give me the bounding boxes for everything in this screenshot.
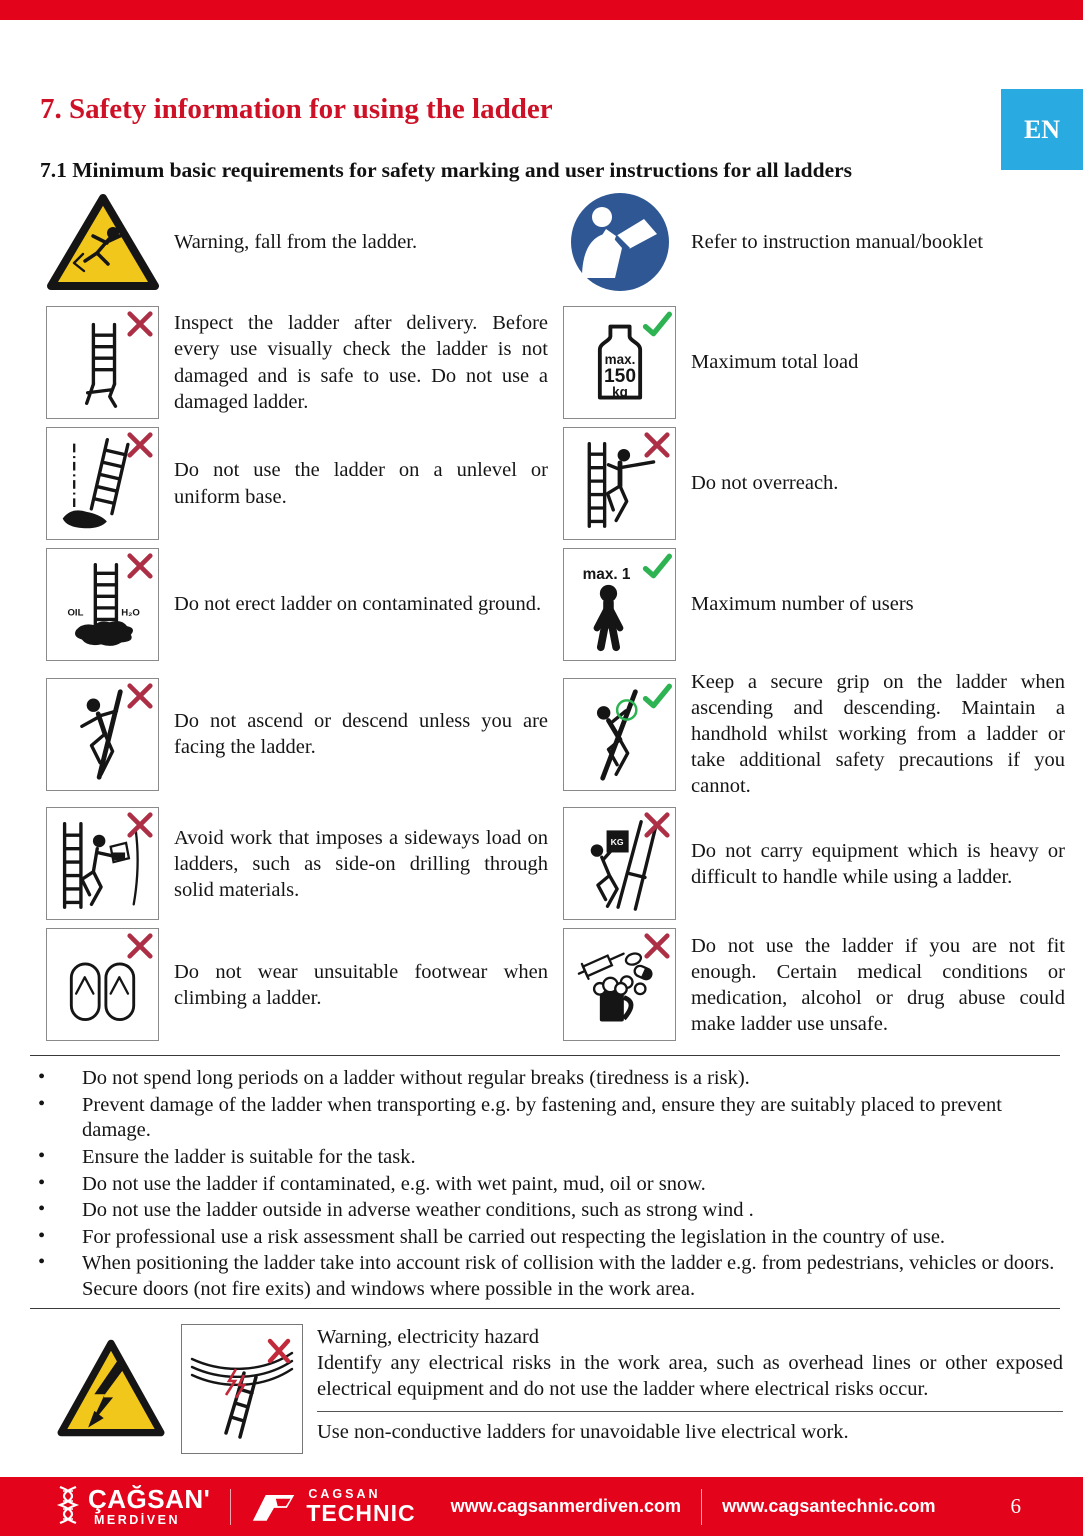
pictogram-text: Do not carry equipment which is heavy or difficult to handle while using a ladder. — [691, 839, 1065, 888]
technic-mark-icon — [251, 1490, 297, 1524]
pictogram-text: Do not use the ladder on a unlevel or uniform base. — [174, 459, 548, 508]
cross-mark-icon — [642, 811, 672, 839]
language-tab[interactable] — [1001, 89, 1083, 170]
pictogram-text: Do not erect ladder on contaminated ground. — [174, 593, 542, 616]
language-tab-label: EN — [1023, 114, 1061, 144]
bullet-marker: • — [38, 1251, 46, 1274]
pictogram-text: Inspect the ladder after delivery. Before every use visually check the ladder is not damaged and is safe to use. Do not use a damaged ladder. — [174, 312, 548, 413]
svg-text:OIL: OIL — [66, 607, 83, 619]
bullet-item: • Do not spend long periods on a ladder without regular breaks (tiredness is a risk). — [38, 1066, 750, 1089]
pictogram-text: Refer to instruction manual/booklet — [691, 230, 984, 253]
pictogram-text: Maximum total load — [691, 351, 859, 374]
unlevel-base-icon — [45, 427, 160, 540]
heavy-equipment-icon — [562, 807, 677, 920]
page-title: 7. Safety information for using the ladder — [40, 93, 553, 126]
bullet-item: • When positioning the ladder take into account risk of collision with the ladder e.g. from pedestrians, vehicles or doors. Secure doors (not fire exits) and windows where possible in the work area. — [38, 1251, 1055, 1300]
overreach-icon — [562, 427, 677, 540]
bullet-marker: • — [38, 1144, 46, 1167]
bullet-item: • Do not use the ladder outside in adverse weather conditions, such as strong wind . — [38, 1198, 754, 1222]
pictogram-text: Warning, fall from the ladder. — [174, 230, 418, 253]
cross-mark-icon — [125, 682, 155, 710]
overhead-lines-hazard-icon — [181, 1324, 303, 1454]
svg-text:max. 1: max. 1 — [582, 565, 630, 583]
section-subtitle: 7.1 Minimum basic requirements for safety marking and user instructions for all ladders — [40, 157, 853, 182]
not-facing-ladder-icon — [45, 669, 160, 799]
svg-text:150: 150 — [603, 365, 636, 387]
svg-text:KG: KG — [610, 836, 624, 847]
secure-grip-icon — [562, 669, 677, 799]
pictogram-text: Keep a secure grip on the ladder when ascending and descending. Maintain a handhold whilst working from a ladder or take additional safety precautions if you cannot. — [691, 671, 1065, 798]
electricity-hazard-text — [317, 1322, 1063, 1454]
bullet-marker: • — [38, 1171, 46, 1194]
sideways-load-icon — [45, 807, 160, 920]
pictogram-text: Do not use the ladder if you are not fit enough. Certain medical conditions or medication, alcohol or drug abuse could make ladder use unsafe. — [691, 934, 1065, 1035]
safety-bullet-list — [30, 1066, 1062, 1304]
bullet-item: • For professional use a risk assessment shall be carried out respecting the legislation in the country of use. — [38, 1224, 946, 1248]
divider — [30, 1055, 1060, 1056]
svg-text:H₂O: H₂O — [120, 607, 140, 619]
electricity-heading: Warning, electricity hazard — [317, 1326, 540, 1348]
pictogram-text: Do not wear unsuitable footwear when climbing a ladder. — [174, 960, 548, 1009]
cross-mark-icon — [642, 431, 672, 459]
warning-fall-icon — [45, 186, 160, 298]
page-number: 6 — [1010, 1494, 1022, 1518]
max-load-icon — [562, 306, 677, 419]
bullet-marker: • — [38, 1198, 46, 1221]
logo-text: MERDİVEN — [94, 1513, 180, 1528]
footer-divider — [230, 1489, 231, 1525]
bullet-marker: • — [38, 1224, 46, 1247]
pictogram-text: Avoid work that imposes a sideways load on ladders, such as side-on drilling through solid materials. — [174, 826, 548, 901]
cagsan-merdiven-logo — [56, 1485, 210, 1529]
bullet-item: • Ensure the ladder is suitable for the task. — [38, 1144, 416, 1168]
unsuitable-footwear-icon — [45, 928, 160, 1041]
contaminated-ground-icon — [45, 548, 160, 661]
logo-text: TECHNIC — [306, 1499, 416, 1526]
instruction-manual-icon — [562, 186, 677, 298]
divider — [317, 1411, 1063, 1412]
cagsan-technic-logo — [251, 1488, 415, 1525]
logo-text: ÇAĞSAN' — [88, 1484, 211, 1515]
cross-mark-icon — [125, 310, 155, 338]
electricity-hazard-section — [55, 1322, 1063, 1454]
svg-text:max.: max. — [604, 351, 635, 367]
pictogram-text: Do not overreach. — [691, 472, 839, 495]
bullet-marker: • — [38, 1066, 46, 1088]
top-red-bar — [0, 0, 1083, 20]
footer-url-merdiven[interactable]: www.cagsanmerdiven.com — [450, 1496, 682, 1516]
cross-mark-icon — [125, 932, 155, 960]
check-mark-icon — [642, 552, 672, 580]
pictogram-text: Maximum number of users — [691, 593, 914, 616]
footer-divider — [701, 1489, 702, 1525]
cross-mark-icon — [125, 811, 155, 839]
footer-url-technic[interactable]: www.cagsantechnic.com — [722, 1496, 936, 1516]
electricity-warning-triangle-icon — [55, 1322, 167, 1454]
logo-text: CAGSAN — [308, 1487, 381, 1502]
bullet-item: • Do not use the ladder if contaminated, e.g. with wet paint, mud, oil or snow. — [38, 1171, 706, 1195]
cross-mark-icon — [125, 552, 155, 580]
check-mark-icon — [642, 682, 672, 710]
bullet-marker: • — [38, 1092, 46, 1115]
cross-mark-icon — [125, 431, 155, 459]
cross-mark-icon — [642, 932, 672, 960]
electricity-note: Use non-conductive ladders for unavoidable live electrical work. — [317, 1421, 849, 1444]
footer-bar — [0, 1477, 1083, 1536]
divider — [30, 1308, 1060, 1309]
pictogram-text: Do not ascend or descend unless you are facing the ladder. — [174, 710, 548, 759]
svg-text:kg: kg — [611, 384, 628, 400]
bullet-item: • Prevent damage of the ladder when transporting e.g. by fastening and, ensure they are suitably placed to prevent damage. — [38, 1092, 1002, 1142]
check-mark-icon — [642, 310, 672, 338]
max-users-icon — [562, 548, 677, 661]
medical-fitness-icon — [562, 928, 677, 1041]
pictogram-grid — [45, 186, 1065, 1041]
electricity-body: Identify any electrical risks in the work area, such as overhead lines or other exposed electrical equipment and do not use the ladder where electrical risks occur. — [317, 1352, 1063, 1401]
inspect-ladder-icon — [45, 306, 160, 419]
dna-helix-icon — [56, 1485, 80, 1529]
